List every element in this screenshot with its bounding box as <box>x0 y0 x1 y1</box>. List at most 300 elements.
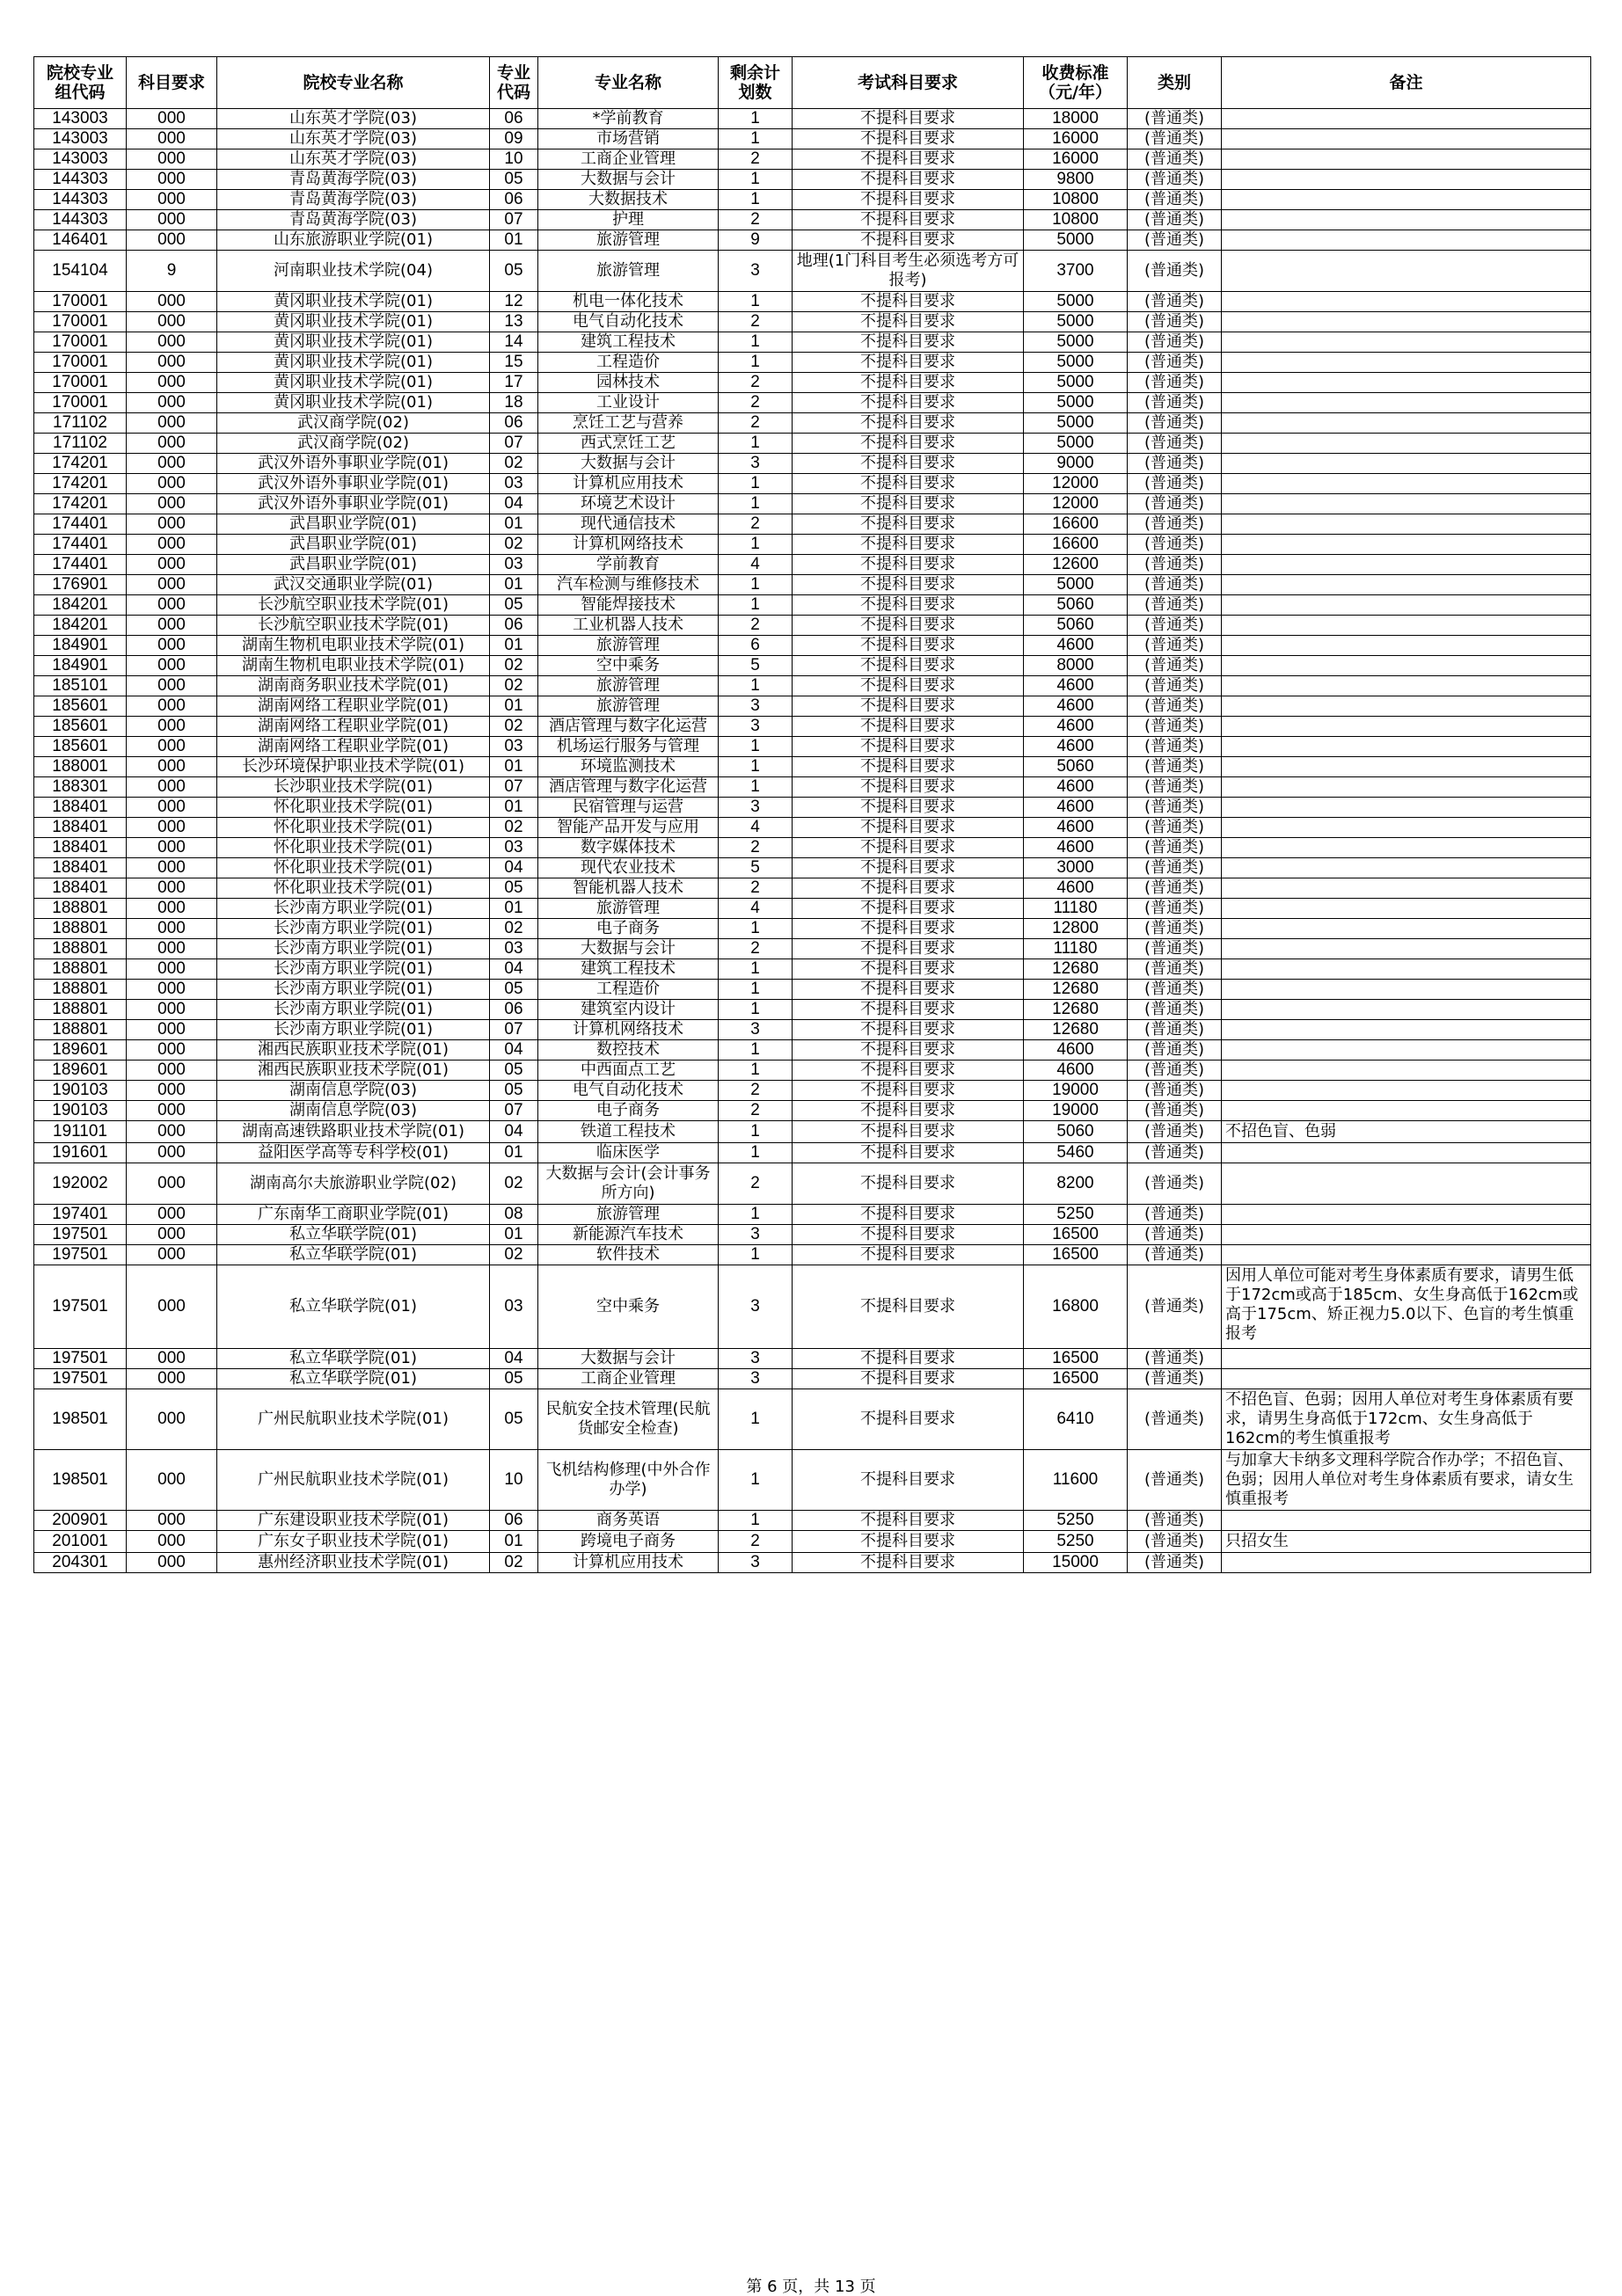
cell-tuition-fee: 16500 <box>1024 1245 1128 1265</box>
cell-subject-requirement: 000 <box>127 1450 217 1511</box>
cell-major-code: 01 <box>490 636 538 656</box>
cell-subject-requirement: 000 <box>127 939 217 959</box>
cell-major-name: 计算机网络技术 <box>538 1020 719 1040</box>
cell-remarks <box>1222 149 1591 170</box>
cell-subject-requirement: 000 <box>127 696 217 717</box>
cell-school-major-name: 长沙航空职业技术学院(01) <box>217 616 490 636</box>
cell-major-code: 02 <box>490 454 538 474</box>
cell-group-code: 144303 <box>34 190 127 210</box>
cell-category: (普通类) <box>1128 798 1222 818</box>
cell-subject-requirement: 000 <box>127 210 217 230</box>
table-row <box>34 1265 1591 1349</box>
cell-major-code: 10 <box>490 1450 538 1511</box>
cell-group-code: 197501 <box>34 1349 127 1369</box>
cell-major-code: 12 <box>490 292 538 312</box>
cell-tuition-fee: 5060 <box>1024 595 1128 616</box>
cell-tuition-fee: 4600 <box>1024 737 1128 757</box>
cell-remarks <box>1222 1040 1591 1061</box>
table-row <box>34 656 1591 676</box>
table-row <box>34 737 1591 757</box>
cell-subject-requirement: 000 <box>127 777 217 798</box>
cell-school-major-name: 长沙南方职业学院(01) <box>217 1000 490 1020</box>
table-row <box>34 818 1591 838</box>
cell-major-name: 旅游管理 <box>538 1205 719 1225</box>
cell-major-code: 02 <box>490 1163 538 1205</box>
cell-major-code: 02 <box>490 535 538 555</box>
cell-major-code: 10 <box>490 149 538 170</box>
cell-exam-subject-requirement: 不提科目要求 <box>793 373 1024 393</box>
table-row <box>34 454 1591 474</box>
cell-tuition-fee: 4600 <box>1024 878 1128 899</box>
cell-tuition-fee: 5000 <box>1024 332 1128 353</box>
table-row <box>34 1040 1591 1061</box>
cell-group-code: 144303 <box>34 170 127 190</box>
table-row <box>34 595 1591 616</box>
cell-remaining-plan: 4 <box>719 555 793 575</box>
cell-group-code: 170001 <box>34 332 127 353</box>
cell-remarks <box>1222 251 1591 292</box>
cell-major-name: 旅游管理 <box>538 636 719 656</box>
cell-category: (普通类) <box>1128 454 1222 474</box>
cell-major-name: 建筑工程技术 <box>538 332 719 353</box>
header-remarks: 备注 <box>1222 57 1591 109</box>
table-row <box>34 777 1591 798</box>
cell-tuition-fee: 4600 <box>1024 777 1128 798</box>
cell-school-major-name: 私立华联学院(01) <box>217 1349 490 1369</box>
cell-category: (普通类) <box>1128 636 1222 656</box>
cell-remaining-plan: 3 <box>719 798 793 818</box>
cell-exam-subject-requirement: 不提科目要求 <box>793 210 1024 230</box>
cell-school-major-name: 怀化职业技术学院(01) <box>217 798 490 818</box>
cell-group-code: 144303 <box>34 210 127 230</box>
header-major-name: 专业名称 <box>538 57 719 109</box>
cell-category: (普通类) <box>1128 514 1222 535</box>
cell-category: (普通类) <box>1128 858 1222 878</box>
cell-subject-requirement: 000 <box>127 717 217 737</box>
cell-major-name: 空中乘务 <box>538 1265 719 1349</box>
cell-subject-requirement: 000 <box>127 454 217 474</box>
cell-subject-requirement: 000 <box>127 1061 217 1081</box>
cell-subject-requirement: 000 <box>127 676 217 696</box>
cell-tuition-fee: 16800 <box>1024 1265 1128 1349</box>
cell-major-name: 大数据与会计 <box>538 1349 719 1369</box>
header-remaining-plan: 剩余计 划数 <box>719 57 793 109</box>
cell-major-name: 酒店管理与数字化运营 <box>538 777 719 798</box>
cell-remarks <box>1222 676 1591 696</box>
cell-group-code: 174201 <box>34 474 127 494</box>
cell-remarks: 因用人单位可能对考生身体素质有要求，请男生低于172cm或高于185cm、女生身高低于162cm或高于175cm、矫正视力5.0以下、色盲的考生慎重报考 <box>1222 1265 1591 1349</box>
cell-subject-requirement: 000 <box>127 170 217 190</box>
cell-school-major-name: 山东英才学院(03) <box>217 109 490 129</box>
cell-subject-requirement: 000 <box>127 737 217 757</box>
cell-major-name: 学前教育 <box>538 555 719 575</box>
cell-subject-requirement: 000 <box>127 413 217 434</box>
cell-exam-subject-requirement: 不提科目要求 <box>793 109 1024 129</box>
cell-remaining-plan: 1 <box>719 1061 793 1081</box>
cell-major-code: 17 <box>490 373 538 393</box>
cell-school-major-name: 黄冈职业技术学院(01) <box>217 312 490 332</box>
cell-remaining-plan: 1 <box>719 535 793 555</box>
cell-major-code: 02 <box>490 656 538 676</box>
cell-remarks: 只招女生 <box>1222 1531 1591 1553</box>
cell-group-code: 198501 <box>34 1389 127 1450</box>
cell-category: (普通类) <box>1128 959 1222 980</box>
cell-category: (普通类) <box>1128 575 1222 595</box>
cell-major-name: 数字媒体技术 <box>538 838 719 858</box>
cell-remaining-plan: 2 <box>719 838 793 858</box>
cell-major-code: 03 <box>490 474 538 494</box>
cell-tuition-fee: 16600 <box>1024 514 1128 535</box>
header-school-major-name: 院校专业名称 <box>217 57 490 109</box>
cell-school-major-name: 武汉外语外事职业学院(01) <box>217 494 490 514</box>
cell-major-name: 工商企业管理 <box>538 1369 719 1389</box>
cell-remarks <box>1222 899 1591 919</box>
cell-category: (普通类) <box>1128 413 1222 434</box>
cell-remarks <box>1222 1553 1591 1573</box>
cell-school-major-name: 湖南网络工程职业学院(01) <box>217 696 490 717</box>
cell-remaining-plan: 1 <box>719 919 793 939</box>
cell-group-code: 185101 <box>34 676 127 696</box>
cell-remarks <box>1222 838 1591 858</box>
table-row <box>34 1511 1591 1531</box>
cell-remarks: 不招色盲、色弱；因用人单位对考生身体素质有要求，请男生身高低于172cm、女生身高低于162cm的考生慎重报考 <box>1222 1389 1591 1450</box>
cell-major-code: 03 <box>490 555 538 575</box>
cell-category: (普通类) <box>1128 129 1222 149</box>
cell-tuition-fee: 4600 <box>1024 818 1128 838</box>
cell-major-name: 临床医学 <box>538 1143 719 1163</box>
cell-group-code: 170001 <box>34 373 127 393</box>
cell-major-name: 中西面点工艺 <box>538 1061 719 1081</box>
cell-school-major-name: 黄冈职业技术学院(01) <box>217 373 490 393</box>
cell-subject-requirement: 000 <box>127 1553 217 1573</box>
cell-major-name: 民航安全技术管理(民航货邮安全检查) <box>538 1389 719 1450</box>
cell-school-major-name: 长沙南方职业学院(01) <box>217 980 490 1000</box>
table-row <box>34 1245 1591 1265</box>
cell-remaining-plan: 1 <box>719 190 793 210</box>
cell-category: (普通类) <box>1128 312 1222 332</box>
cell-school-major-name: 武昌职业学院(01) <box>217 555 490 575</box>
cell-exam-subject-requirement: 不提科目要求 <box>793 1553 1024 1573</box>
cell-category: (普通类) <box>1128 818 1222 838</box>
cell-major-code: 05 <box>490 251 538 292</box>
cell-category: (普通类) <box>1128 109 1222 129</box>
cell-category: (普通类) <box>1128 1143 1222 1163</box>
cell-tuition-fee: 16500 <box>1024 1225 1128 1245</box>
cell-major-name: 铁道工程技术 <box>538 1121 719 1143</box>
cell-major-code: 03 <box>490 737 538 757</box>
cell-remarks <box>1222 1061 1591 1081</box>
cell-subject-requirement: 000 <box>127 1349 217 1369</box>
cell-tuition-fee: 5000 <box>1024 373 1128 393</box>
cell-subject-requirement: 000 <box>127 1265 217 1349</box>
cell-remaining-plan: 4 <box>719 818 793 838</box>
cell-tuition-fee: 12600 <box>1024 555 1128 575</box>
cell-category: (普通类) <box>1128 1245 1222 1265</box>
header-major-code: 专业 代码 <box>490 57 538 109</box>
cell-remarks <box>1222 1369 1591 1389</box>
cell-remarks <box>1222 353 1591 373</box>
table-row <box>34 393 1591 413</box>
cell-category: (普通类) <box>1128 595 1222 616</box>
cell-exam-subject-requirement: 不提科目要求 <box>793 1020 1024 1040</box>
cell-major-name: 空中乘务 <box>538 656 719 676</box>
cell-major-name: 旅游管理 <box>538 696 719 717</box>
cell-exam-subject-requirement: 不提科目要求 <box>793 149 1024 170</box>
cell-remaining-plan: 3 <box>719 1225 793 1245</box>
cell-remarks <box>1222 1081 1591 1101</box>
cell-remaining-plan: 2 <box>719 1081 793 1101</box>
cell-group-code: 143003 <box>34 109 127 129</box>
cell-remarks <box>1222 595 1591 616</box>
cell-major-code: 02 <box>490 717 538 737</box>
cell-category: (普通类) <box>1128 210 1222 230</box>
cell-subject-requirement: 000 <box>127 129 217 149</box>
cell-remarks <box>1222 190 1591 210</box>
cell-school-major-name: 湖南商务职业技术学院(01) <box>217 676 490 696</box>
table-row <box>34 1020 1591 1040</box>
cell-group-code: 146401 <box>34 230 127 251</box>
cell-major-code: 02 <box>490 1553 538 1573</box>
cell-major-name: 计算机应用技术 <box>538 1553 719 1573</box>
cell-subject-requirement: 000 <box>127 1511 217 1531</box>
cell-group-code: 188801 <box>34 919 127 939</box>
table-row <box>34 373 1591 393</box>
cell-school-major-name: 武昌职业学院(01) <box>217 514 490 535</box>
cell-tuition-fee: 3000 <box>1024 858 1128 878</box>
cell-group-code: 185601 <box>34 737 127 757</box>
cell-exam-subject-requirement: 不提科目要求 <box>793 616 1024 636</box>
cell-remarks <box>1222 777 1591 798</box>
cell-subject-requirement: 000 <box>127 959 217 980</box>
table-row <box>34 514 1591 535</box>
cell-subject-requirement: 000 <box>127 798 217 818</box>
cell-tuition-fee: 16000 <box>1024 129 1128 149</box>
table-row <box>34 858 1591 878</box>
cell-tuition-fee: 4600 <box>1024 1061 1128 1081</box>
cell-major-name: 计算机应用技术 <box>538 474 719 494</box>
cell-remaining-plan: 1 <box>719 474 793 494</box>
cell-major-code: 07 <box>490 434 538 454</box>
cell-exam-subject-requirement: 不提科目要求 <box>793 1369 1024 1389</box>
cell-school-major-name: 长沙南方职业学院(01) <box>217 899 490 919</box>
table-row <box>34 636 1591 656</box>
cell-remaining-plan: 1 <box>719 1205 793 1225</box>
cell-school-major-name: 长沙环境保护职业技术学院(01) <box>217 757 490 777</box>
cell-category: (普通类) <box>1128 535 1222 555</box>
cell-tuition-fee: 5250 <box>1024 1205 1128 1225</box>
cell-group-code: 171102 <box>34 413 127 434</box>
cell-group-code: 184901 <box>34 656 127 676</box>
cell-tuition-fee: 5000 <box>1024 292 1128 312</box>
cell-major-code: 01 <box>490 757 538 777</box>
cell-remarks <box>1222 129 1591 149</box>
cell-major-name: *学前教育 <box>538 109 719 129</box>
cell-major-name: 智能机器人技术 <box>538 878 719 899</box>
cell-category: (普通类) <box>1128 230 1222 251</box>
cell-remarks: 不招色盲、色弱 <box>1222 1121 1591 1143</box>
cell-exam-subject-requirement: 地理(1门科目考生必须选考方可报考) <box>793 251 1024 292</box>
cell-remarks <box>1222 514 1591 535</box>
table-row <box>34 919 1591 939</box>
cell-exam-subject-requirement: 不提科目要求 <box>793 1163 1024 1205</box>
cell-school-major-name: 青岛黄海学院(03) <box>217 170 490 190</box>
cell-remaining-plan: 1 <box>719 1511 793 1531</box>
cell-category: (普通类) <box>1128 1101 1222 1121</box>
table-row <box>34 1000 1591 1020</box>
cell-category: (普通类) <box>1128 717 1222 737</box>
cell-remaining-plan: 6 <box>719 636 793 656</box>
cell-remaining-plan: 2 <box>719 413 793 434</box>
cell-major-code: 01 <box>490 1531 538 1553</box>
cell-school-major-name: 怀化职业技术学院(01) <box>217 858 490 878</box>
cell-major-code: 04 <box>490 1040 538 1061</box>
cell-tuition-fee: 11180 <box>1024 899 1128 919</box>
table-row <box>34 149 1591 170</box>
cell-category: (普通类) <box>1128 1061 1222 1081</box>
cell-tuition-fee: 12680 <box>1024 980 1128 1000</box>
table-row <box>34 1553 1591 1573</box>
cell-major-code: 07 <box>490 210 538 230</box>
cell-exam-subject-requirement: 不提科目要求 <box>793 858 1024 878</box>
cell-tuition-fee: 4600 <box>1024 636 1128 656</box>
cell-remaining-plan: 2 <box>719 312 793 332</box>
cell-major-code: 07 <box>490 1101 538 1121</box>
cell-major-name: 飞机结构修理(中外合作办学) <box>538 1450 719 1511</box>
cell-exam-subject-requirement: 不提科目要求 <box>793 838 1024 858</box>
cell-exam-subject-requirement: 不提科目要求 <box>793 1101 1024 1121</box>
cell-subject-requirement: 000 <box>127 149 217 170</box>
cell-major-name: 旅游管理 <box>538 899 719 919</box>
cell-major-name: 工程造价 <box>538 980 719 1000</box>
cell-subject-requirement: 000 <box>127 1369 217 1389</box>
cell-school-major-name: 黄冈职业技术学院(01) <box>217 353 490 373</box>
cell-group-code: 188401 <box>34 858 127 878</box>
cell-school-major-name: 山东英才学院(03) <box>217 149 490 170</box>
cell-school-major-name: 湖南生物机电职业技术学院(01) <box>217 656 490 676</box>
cell-category: (普通类) <box>1128 656 1222 676</box>
cell-group-code: 201001 <box>34 1531 127 1553</box>
cell-major-name: 酒店管理与数字化运营 <box>538 717 719 737</box>
cell-major-code: 07 <box>490 777 538 798</box>
cell-subject-requirement: 000 <box>127 838 217 858</box>
table-row <box>34 1531 1591 1553</box>
cell-school-major-name: 湖南生物机电职业技术学院(01) <box>217 636 490 656</box>
cell-major-code: 06 <box>490 190 538 210</box>
cell-exam-subject-requirement: 不提科目要求 <box>793 899 1024 919</box>
cell-subject-requirement: 000 <box>127 1040 217 1061</box>
cell-school-major-name: 怀化职业技术学院(01) <box>217 838 490 858</box>
cell-remaining-plan: 1 <box>719 1000 793 1020</box>
cell-category: (普通类) <box>1128 393 1222 413</box>
cell-remarks <box>1222 555 1591 575</box>
cell-major-name: 电子商务 <box>538 919 719 939</box>
cell-category: (普通类) <box>1128 292 1222 312</box>
cell-remaining-plan: 2 <box>719 210 793 230</box>
cell-group-code: 154104 <box>34 251 127 292</box>
cell-remaining-plan: 1 <box>719 332 793 353</box>
cell-remarks <box>1222 878 1591 899</box>
cell-major-code: 05 <box>490 170 538 190</box>
table-row <box>34 878 1591 899</box>
cell-major-name: 工程造价 <box>538 353 719 373</box>
cell-tuition-fee: 19000 <box>1024 1081 1128 1101</box>
table-row <box>34 230 1591 251</box>
cell-category: (普通类) <box>1128 251 1222 292</box>
cell-category: (普通类) <box>1128 1225 1222 1245</box>
header-exam-subject-requirement: 考试科目要求 <box>793 57 1024 109</box>
cell-group-code: 189601 <box>34 1040 127 1061</box>
cell-major-code: 01 <box>490 798 538 818</box>
cell-school-major-name: 私立华联学院(01) <box>217 1369 490 1389</box>
cell-exam-subject-requirement: 不提科目要求 <box>793 555 1024 575</box>
cell-category: (普通类) <box>1128 838 1222 858</box>
cell-subject-requirement: 000 <box>127 1389 217 1450</box>
cell-remaining-plan: 2 <box>719 1531 793 1553</box>
cell-group-code: 188801 <box>34 959 127 980</box>
cell-major-name: 商务英语 <box>538 1511 719 1531</box>
cell-exam-subject-requirement: 不提科目要求 <box>793 1450 1024 1511</box>
cell-major-code: 01 <box>490 575 538 595</box>
cell-major-code: 04 <box>490 494 538 514</box>
cell-remarks <box>1222 717 1591 737</box>
cell-exam-subject-requirement: 不提科目要求 <box>793 818 1024 838</box>
cell-subject-requirement: 000 <box>127 1245 217 1265</box>
cell-tuition-fee: 5250 <box>1024 1531 1128 1553</box>
cell-remaining-plan: 1 <box>719 980 793 1000</box>
cell-remarks <box>1222 454 1591 474</box>
cell-major-code: 04 <box>490 1349 538 1369</box>
cell-subject-requirement: 000 <box>127 1143 217 1163</box>
cell-subject-requirement: 000 <box>127 595 217 616</box>
cell-major-code: 13 <box>490 312 538 332</box>
cell-subject-requirement: 000 <box>127 514 217 535</box>
cell-group-code: 197401 <box>34 1205 127 1225</box>
cell-remarks <box>1222 434 1591 454</box>
cell-category: (普通类) <box>1128 919 1222 939</box>
cell-remaining-plan: 3 <box>719 454 793 474</box>
cell-remarks <box>1222 413 1591 434</box>
cell-major-code: 06 <box>490 413 538 434</box>
cell-major-code: 01 <box>490 696 538 717</box>
cell-major-name: 环境监测技术 <box>538 757 719 777</box>
cell-group-code: 188401 <box>34 818 127 838</box>
cell-major-code: 01 <box>490 1225 538 1245</box>
cell-remarks <box>1222 210 1591 230</box>
cell-major-code: 04 <box>490 858 538 878</box>
header-tuition-fee: 收费标准 （元/年） <box>1024 57 1128 109</box>
cell-tuition-fee: 4600 <box>1024 676 1128 696</box>
cell-major-name: 工业设计 <box>538 393 719 413</box>
cell-major-code: 05 <box>490 878 538 899</box>
cell-remarks <box>1222 737 1591 757</box>
cell-remaining-plan: 1 <box>719 1040 793 1061</box>
cell-remarks <box>1222 230 1591 251</box>
cell-tuition-fee: 12680 <box>1024 1020 1128 1040</box>
cell-group-code: 170001 <box>34 292 127 312</box>
cell-major-code: 01 <box>490 230 538 251</box>
cell-tuition-fee: 16500 <box>1024 1349 1128 1369</box>
cell-exam-subject-requirement: 不提科目要求 <box>793 777 1024 798</box>
table-row <box>34 838 1591 858</box>
cell-subject-requirement: 000 <box>127 555 217 575</box>
cell-remarks <box>1222 393 1591 413</box>
cell-category: (普通类) <box>1128 474 1222 494</box>
cell-major-code: 02 <box>490 676 538 696</box>
cell-exam-subject-requirement: 不提科目要求 <box>793 575 1024 595</box>
cell-remarks <box>1222 474 1591 494</box>
cell-category: (普通类) <box>1128 494 1222 514</box>
cell-major-code: 05 <box>490 1061 538 1081</box>
